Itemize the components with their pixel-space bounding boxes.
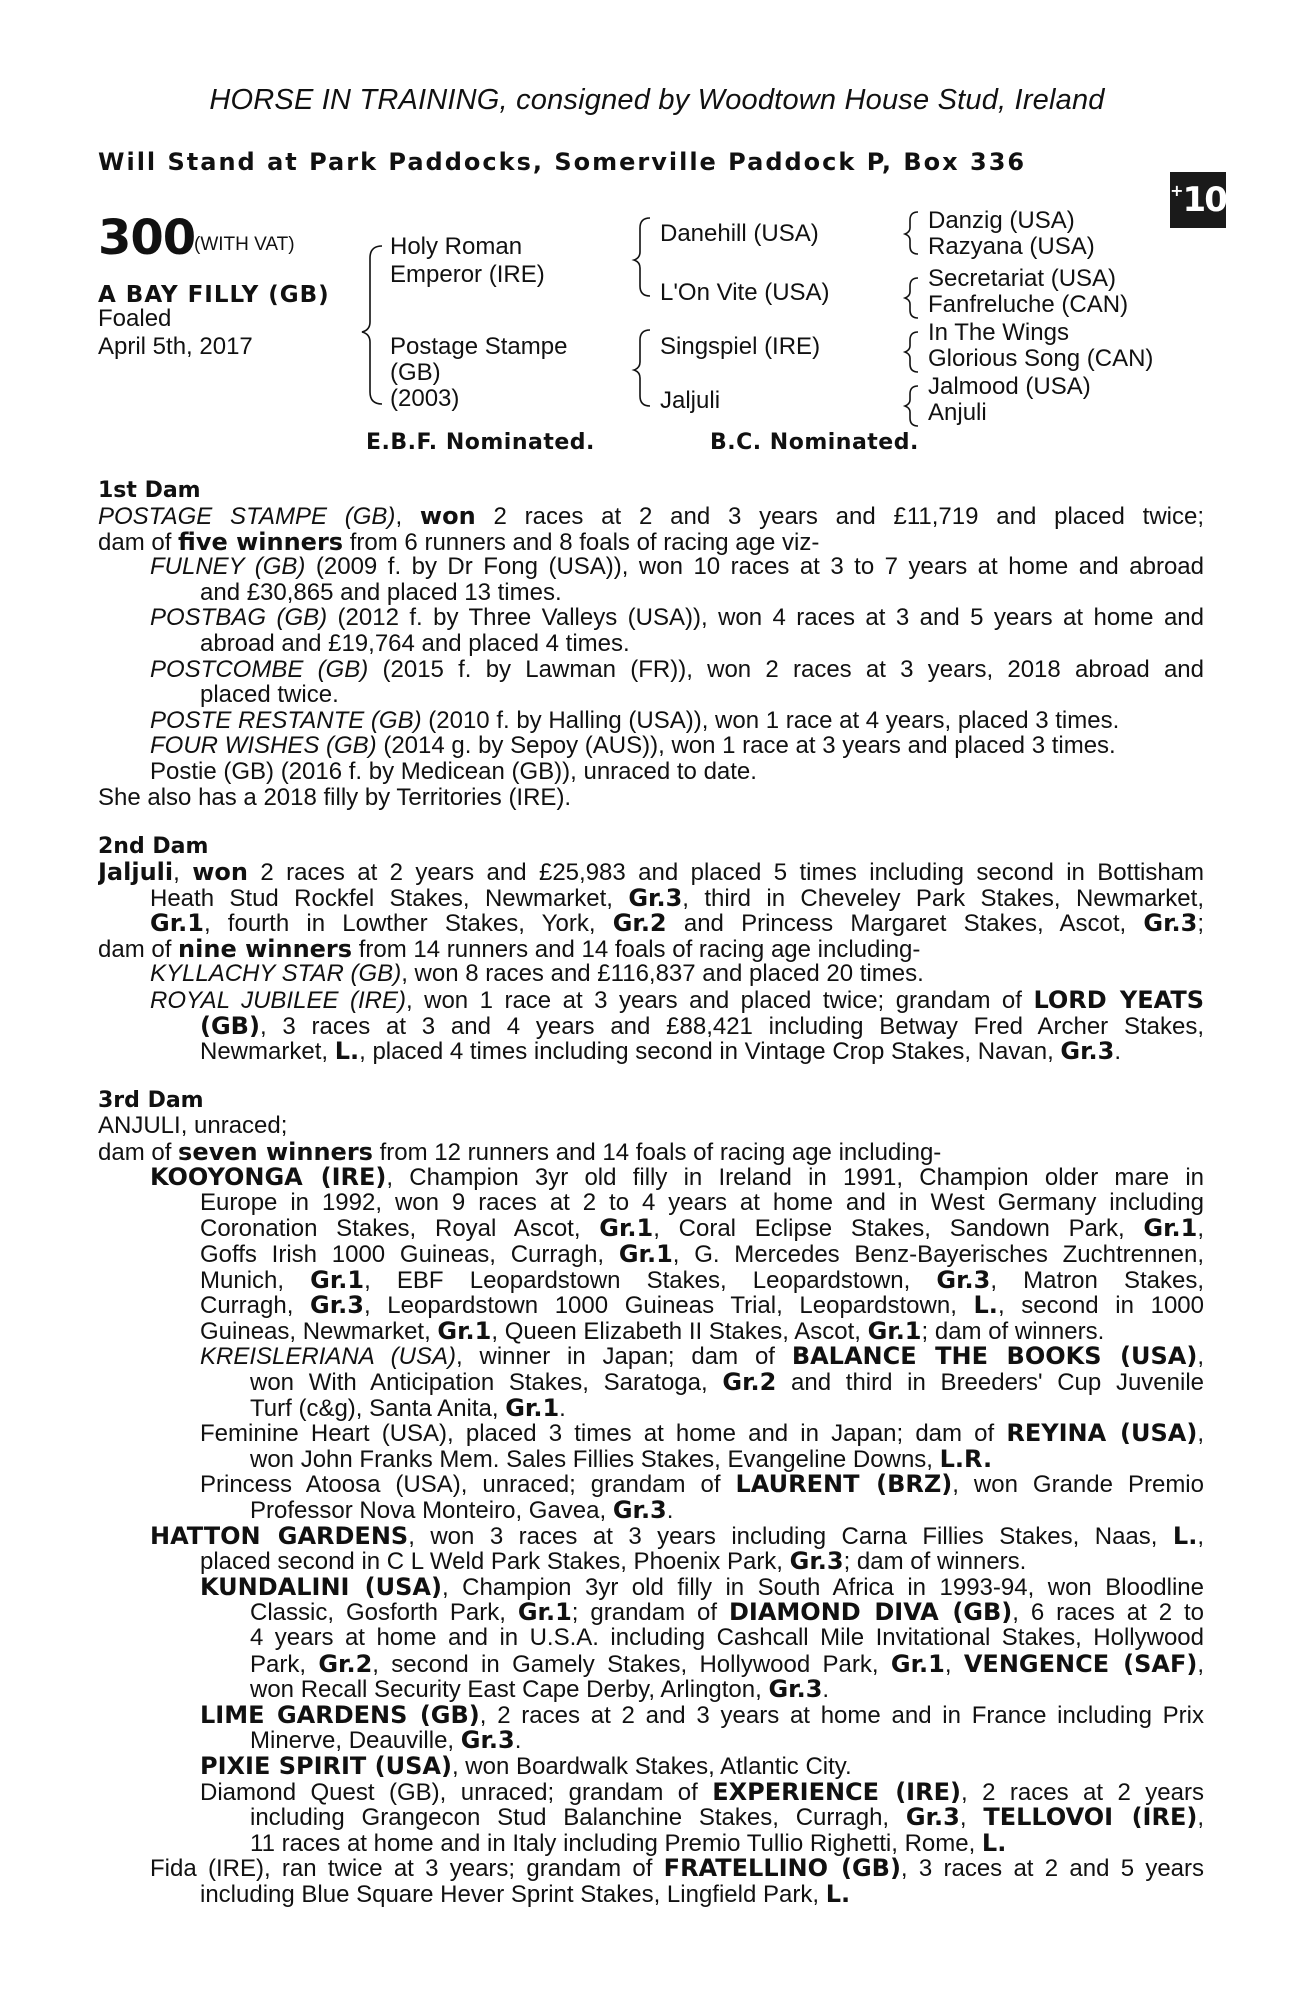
- gen3-5: In The Wings: [928, 319, 1069, 346]
- gen3-2: Razyana (USA): [928, 233, 1095, 260]
- third-dam-line: HATTON GARDENS, won 3 races at 3 years including Carna Fillies Stakes, Naas, L.,: [150, 1522, 1204, 1549]
- third-dam-line: Classic, Gosforth Park, Gr.1; grandam of DIAMOND DIVA (GB), 6 races at 2 to: [250, 1599, 1204, 1626]
- third-dam-line: Minerve, Deauville, Gr.3.: [250, 1726, 522, 1755]
- first-dam-line: FULNEY (GB) (2009 f. by Dr Fong (USA)), won 10 races at 3 to 7 years at home and abroad: [150, 554, 1204, 581]
- vat-label: (WITH VAT): [194, 234, 295, 255]
- dam-line2: (GB): [390, 359, 441, 386]
- horse-name: A BAY FILLY (GB): [98, 282, 330, 308]
- third-dam-line: PIXIE SPIRIT (USA), won Boardwalk Stakes, Atlantic City.: [200, 1752, 852, 1780]
- third-dam-line: Guineas, Newmarket, Gr.1, Queen Elizabeth II Stakes, Ascot, Gr.1; dam of winners.: [200, 1316, 1105, 1345]
- lot-number: 300: [98, 210, 196, 266]
- first-dam-line: dam of five winners from 6 runners and 8 foals of racing age viz-: [98, 527, 820, 556]
- gen3-4: Fanfreluche (CAN): [928, 291, 1129, 318]
- first-dam-line: and £30,865 and placed 13 times.: [200, 578, 562, 606]
- third-dam-line: Munich, Gr.1, EBF Leopardstown Stakes, Leopardstown, Gr.3, Matron Stakes,: [200, 1266, 1204, 1293]
- third-dam-line: ANJULI, unraced;: [98, 1112, 288, 1139]
- third-dam-line: Diamond Quest (GB), unraced; grandam of EXPERIENCE (IRE), 2 races at 2 years: [200, 1778, 1204, 1805]
- third-dam-line: Park, Gr.2, second in Gamely Stakes, Hollywood Park, Gr.1, VENGENCE (SAF),: [250, 1650, 1204, 1677]
- second-dam-line: KYLLACHY STAR (GB), won 8 races and £116,837 and placed 20 times.: [150, 960, 924, 988]
- gen3-8: Anjuli: [928, 399, 987, 426]
- third-dam-line: KOOYONGA (IRE), Champion 3yr old filly in Ireland in 1991, Champion older mare in: [150, 1164, 1204, 1191]
- dam-line1: Postage Stampe: [390, 333, 568, 360]
- third-dam-line: 4 years at home and in U.S.A. including Cashcall Mile Invitational Stakes, Hollywood: [250, 1625, 1204, 1651]
- third-dam-line: Europe in 1992, won 9 races at 2 to 4 years at home and in West Germany including: [200, 1189, 1204, 1216]
- third-dam-line: won Recall Security East Cape Derby, Arlington, Gr.3.: [250, 1675, 830, 1704]
- stand-location: Will Stand at Park Paddocks, Somerville Paddock P, Box 336: [98, 148, 1027, 176]
- third-dam-line: 11 races at home and in Italy including Premio Tullio Righetti, Rome, L.: [250, 1828, 1007, 1857]
- badge-number: 10: [1182, 180, 1226, 220]
- second-dam-title: 2nd Dam: [98, 834, 209, 859]
- second-dam-line: Gr.1, fourth in Lowther Stakes, York, Gr.2 and Princess Margaret Stakes, Ascot, Gr.3;: [150, 910, 1204, 937]
- third-dam-line: LIME GARDENS (GB), 2 races at 2 and 3 years at home and in France including Prix: [200, 1701, 1204, 1728]
- first-dam-title: 1st Dam: [98, 478, 201, 503]
- gen3-7: Jalmood (USA): [928, 373, 1091, 400]
- third-dam-line: Coronation Stakes, Royal Ascot, Gr.1, Coral Eclipse Stakes, Sandown Park, Gr.1,: [200, 1215, 1204, 1242]
- gen3-6: Glorious Song (CAN): [928, 345, 1154, 372]
- pedigree-braces: [0, 0, 1314, 460]
- ebf-nominated: E.B.F. Nominated.: [366, 430, 595, 455]
- first-dam-line: She also has a 2018 filly by Territories (IRE).: [98, 783, 572, 811]
- second-dam-line: (GB), 3 races at 3 and 4 years and £88,421 including Betway Fred Archer Stakes,: [200, 1012, 1204, 1039]
- third-dam-line: dam of seven winners from 12 runners and 14 foals of racing age including-: [98, 1137, 942, 1166]
- first-dam-line: POSTAGE STAMPE (GB), won 2 races at 2 and 3 years and £11,719 and placed twice;: [98, 503, 1204, 529]
- dam-sire: Singspiel (IRE): [660, 333, 821, 360]
- third-dam-line: Fida (IRE), ran twice at 3 years; grandam of FRATELLINO (GB), 3 races at 2 and 5 years: [150, 1855, 1204, 1882]
- first-dam-line: placed twice.: [200, 681, 339, 709]
- third-dam-line: Curragh, Gr.3, Leopardstown 1000 Guineas Trial, Leopardstown, L., second in 1000: [200, 1292, 1204, 1319]
- first-dam-line: FOUR WISHES (GB) (2014 g. by Sepoy (AUS)), won 1 race at 3 years and placed 3 times.: [150, 732, 1116, 760]
- second-dam-line: Jaljuli, won 2 races at 2 years and £25,983 and placed 5 times including second in Bottisham: [98, 859, 1204, 885]
- gen3-3: Secretariat (USA): [928, 265, 1117, 292]
- third-dam-line: KUNDALINI (USA), Champion 3yr old filly in South Africa in 1993-94, won Bloodline: [200, 1573, 1204, 1600]
- sire-sire: Danehill (USA): [660, 220, 819, 247]
- catalogue-header: HORSE IN TRAINING, consigned by Woodtown House Stud, Ireland: [209, 84, 1105, 116]
- third-dam-line: including Grangecon Stud Balanchine Stakes, Curragh, Gr.3, TELLOVOI (IRE),: [250, 1804, 1204, 1831]
- foaled-date: April 5th, 2017: [98, 333, 253, 360]
- sire-line2: Emperor (IRE): [390, 261, 545, 288]
- first-dam-line: Postie (GB) (2016 f. by Medicean (GB)), unraced to date.: [150, 758, 757, 785]
- foaled-label: Foaled: [98, 305, 172, 332]
- third-dam-line: won With Anticipation Stakes, Saratoga, Gr.2 and third in Breeders' Cup Juvenile: [250, 1369, 1204, 1395]
- third-dam-line: won John Franks Mem. Sales Fillies Stakes, Evangeline Downs, L.R.: [250, 1444, 993, 1473]
- gen3-1: Danzig (USA): [928, 207, 1075, 234]
- second-dam-line: Newmarket, L., placed 4 times including second in Vintage Crop Stakes, Navan, Gr.3.: [200, 1037, 1122, 1066]
- third-dam-line: Professor Nova Monteiro, Gavea, Gr.3.: [250, 1496, 674, 1524]
- first-dam-line: POSTE RESTANTE (GB) (2010 f. by Halling (USA)), won 1 race at 4 years, placed 3 times.: [150, 706, 1120, 734]
- third-dam-title: 3rd Dam: [98, 1088, 204, 1113]
- sire-dam: L'On Vite (USA): [660, 279, 830, 306]
- second-dam-line: ROYAL JUBILEE (IRE), won 1 race at 3 years and placed twice; grandam of LORD YEATS: [150, 987, 1204, 1013]
- first-dam-line: POSTBAG (GB) (2012 f. by Three Valleys (USA)), won 4 races at 3 and 5 years at home and: [150, 605, 1204, 632]
- third-dam-line: including Blue Square Hever Sprint Stakes, Lingfield Park, L.: [200, 1880, 851, 1908]
- third-dam-line: placed second in C L Weld Park Stakes, Phoenix Park, Gr.3; dam of winners.: [200, 1547, 1027, 1576]
- first-dam-line: abroad and £19,764 and placed 4 times.: [200, 630, 630, 657]
- second-dam-line: Heath Stud Rockfel Stakes, Newmarket, Gr.3, third in Cheveley Park Stakes, Newmarket,: [150, 884, 1204, 911]
- dam-line3: (2003): [390, 385, 460, 412]
- third-dam-line: KREISLERIANA (USA), winner in Japan; dam of BALANCE THE BOOKS (USA),: [200, 1343, 1204, 1370]
- dam-dam: Jaljuli: [660, 387, 721, 414]
- sire-line1: Holy Roman: [390, 233, 523, 260]
- second-dam-line: dam of nine winners from 14 runners and 14 foals of racing age including-: [98, 934, 921, 963]
- first-dam-line: POSTCOMBE (GB) (2015 f. by Lawman (FR)), won 2 races at 3 years, 2018 abroad and: [150, 656, 1204, 683]
- bc-nominated: B.C. Nominated.: [710, 430, 919, 455]
- third-dam-line: Turf (c&g), Santa Anita, Gr.1.: [250, 1393, 566, 1422]
- third-dam-line: Feminine Heart (USA), placed 3 times at home and in Japan; dam of REYINA (USA),: [200, 1420, 1204, 1447]
- badge-plus: +: [1170, 180, 1182, 200]
- third-dam-line: Princess Atoosa (USA), unraced; grandam of LAURENT (BRZ), won Grande Premio: [200, 1471, 1204, 1498]
- third-dam-line: Goffs Irish 1000 Guineas, Curragh, Gr.1, G. Mercedes Benz-Bayerisches Zuchtrennen,: [200, 1241, 1204, 1267]
